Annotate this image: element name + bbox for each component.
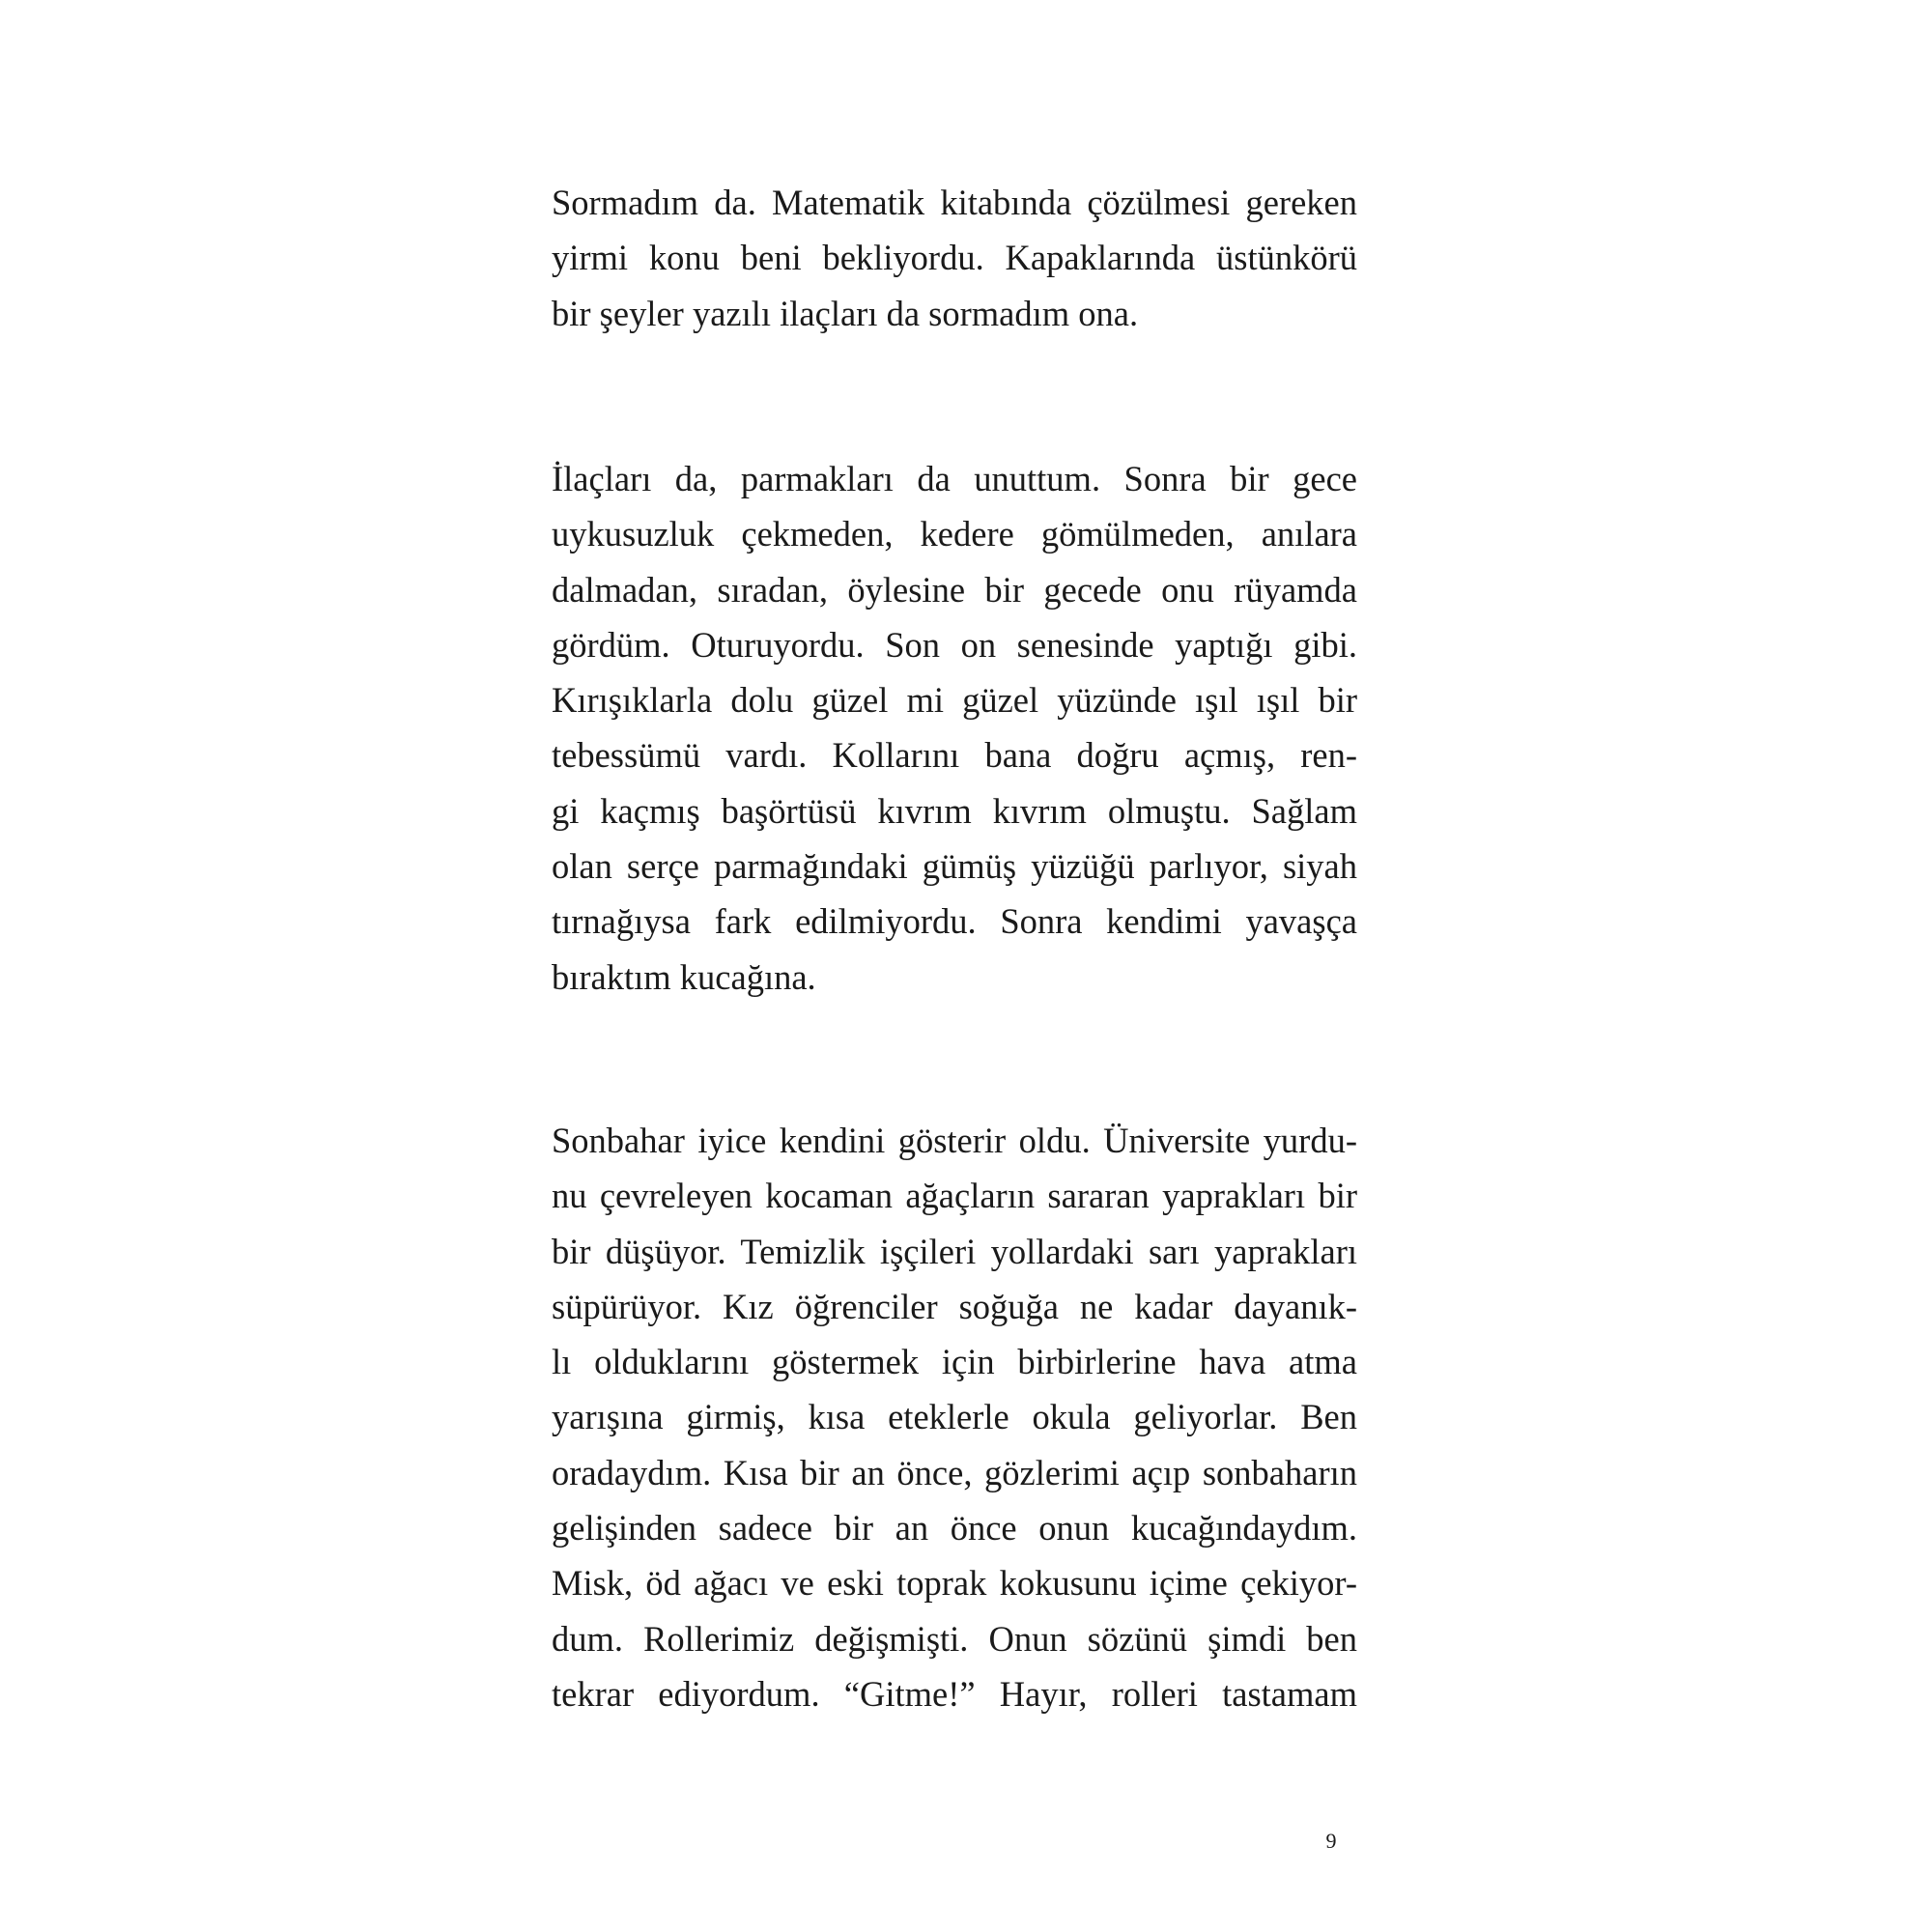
text-line: oradaydım. Kısa bir an önce, gözlerimi açıp sonbaharın [552, 1452, 1357, 1492]
text-line: Sonbahar iyice kendini gösterir oldu. Üniversite yurdu- [552, 1121, 1357, 1160]
text-line: dum. Rollerimiz değişmişti. Onun sözünü şimdi ben [552, 1618, 1357, 1659]
paragraph-2 [552, 451, 1357, 1005]
text-line: olan serçe parmağındaki gümüş yüzüğü parlıyor, siyah [552, 846, 1357, 887]
text-line: Sormadım da. Matematik kitabında çözülmesi gereken [552, 183, 1357, 222]
page-number: 9 [1325, 1829, 1337, 1853]
text-line: gelişinden sadece bir an önce onun kucağındaydım. [552, 1508, 1357, 1548]
text-line: tırnağıysa fark edilmiyordu. Sonra kendimi yavaşça [552, 901, 1357, 942]
text-line: Kırışıklarla dolu güzel mi güzel yüzünde ışıl ışıl bir [552, 680, 1357, 721]
text-line: uykusuzluk çekmeden, kedere gömülmeden, anılara [552, 514, 1357, 554]
text-line: süpürüyor. Kız öğrenciler soğuğa ne kadar dayanık- [552, 1286, 1357, 1326]
paragraph-1 [552, 175, 1357, 341]
text-line: İlaçları da, parmakları da unuttum. Sonra bir gece [552, 459, 1357, 498]
text-line: dalmadan, sıradan, öylesine bir gecede onu rüyamda [552, 569, 1357, 610]
text-line: yarışına girmiş, kısa eteklerle okula geliyorlar. Ben [552, 1397, 1357, 1437]
text-line: lı olduklarını göstermek için birbirlerine hava atma [552, 1342, 1357, 1382]
text-line: gi kaçmış başörtüsü kıvrım kıvrım olmuştu. Sağlam [552, 790, 1357, 831]
text-line: bir düşüyor. Temizlik işçileri yollardaki sarı yaprakları [552, 1231, 1357, 1271]
text-line: gördüm. Oturuyordu. Son on senesinde yaptığı gibi. [552, 624, 1357, 665]
text-line: tekrar ediyordum. “Gitme!” Hayır, rolleri tastamam [552, 1673, 1357, 1714]
text-line: tebessümü vardı. Kollarını bana doğru açmış, ren- [552, 735, 1357, 776]
text-line: bıraktım kucağına. [552, 956, 816, 997]
text-line: Misk, öd ağacı ve eski toprak kokusunu içime çekiyor- [552, 1563, 1357, 1604]
text-line: yirmi konu beni bekliyordu. Kapaklarında üstünkörü [552, 238, 1357, 278]
text-line: nu çevreleyen kocaman ağaçların sararan yaprakları bir [552, 1176, 1357, 1216]
paragraph-3 [552, 1113, 1357, 1721]
text-line: bir şeyler yazılı ilaçları da sormadım ona. [552, 293, 1139, 333]
